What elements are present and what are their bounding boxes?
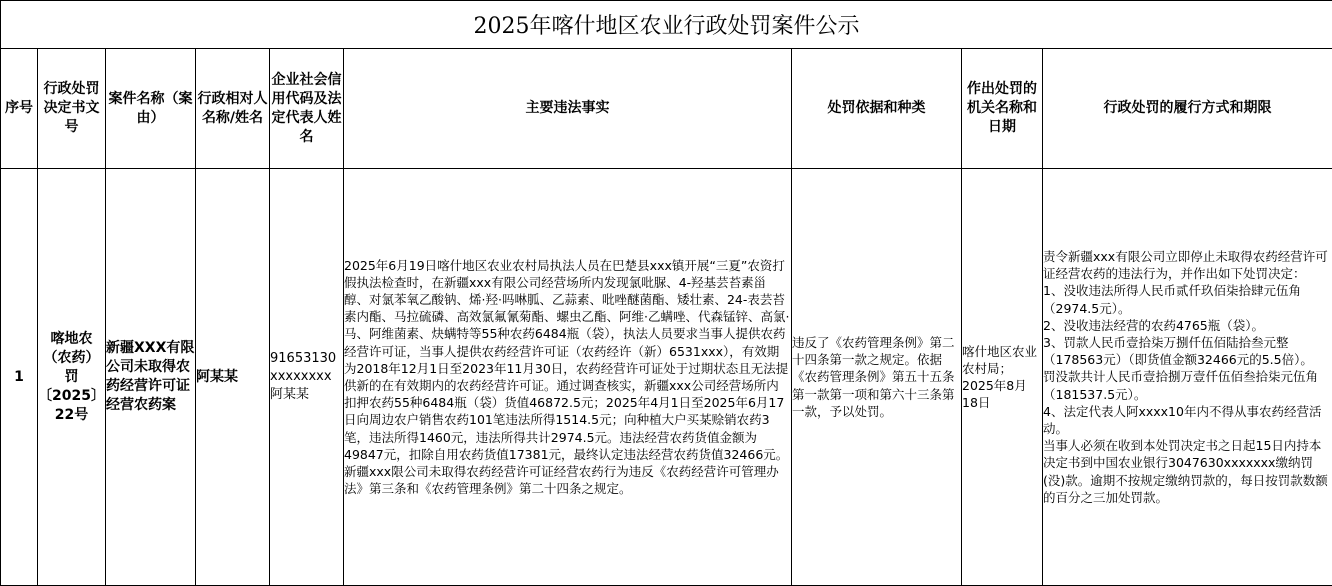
header-case-name: 案件名称（案由） — [106, 49, 196, 169]
cell-facts: 2025年6月19日喀什地区农业农村局执法人员在巴楚县xxx镇开展“三夏”农资打假执法检查时，在新疆xxx有限公司经营场所内发现氯吡脲、4-羟基芸苔素甾醇、对氯苯氧乙酸钠、烯·羟·吗啉胍、乙蒜素、吡唑醚菌酯、矮壮素、24-表芸苔素内酯、马拉硫磷、高效氯氟氰菊酯、螺虫乙酯、阿维·乙螨唑、代森锰锌、高氯·马、阿维菌素、炔螨特等55种农药6484瓶（袋），执法人员要求当事人提供农药经营许可证，当事人提供农药经营许可证（农药经许（新）6531xxx），有效期为2018年12月1日至2023年11月30日，农药经营许可证处于过期状态且无法提供新的在有效期内的农药经营许可证。通过调查核实，新疆xxx公司经营场所内扣押农药55种6484瓶（袋）货值46872.5元；2025年4月1日至2025年6月17日向周边农户销售农药101笔违法所得1514.5元；向种植大户买某赊销农药3笔，违法所得1460元，违法所得共计2974.5元。违法经营农药货值金额为49847元，扣除自用农药货值17381元，最终认定违法经营农药货值32466元。新疆xxx限公司未取得农药经营许可证经营农药行为违反《农药经营许可管理办法》第三条和《农药管理条例》第二十四条之规定。 — [344, 169, 792, 586]
cell-basis: 违反了《农药管理条例》第二十四条第一款之规定。依据《农药管理条例》第五十五条第一款第一项和第六十三条第一款，予以处罚。 — [792, 169, 962, 586]
header-seq: 序号 — [1, 49, 38, 169]
cell-performance: 责令新疆xxx有限公司立即停止未取得农药经营许可证经营农药的违法行为，并作出如下处罚决定： 1、没收违法所得人民币贰仟玖佰柒拾肆元伍角（2974.5元）。 2、没收违法经营的农药4765瓶（袋）。 3、罚款人民币壹拾柒万捌仟伍佰陆拾叁元整（178563元）（即货值金额32466元的5.5倍）。 罚没款共计人民币壹拾捌万壹仟伍佰叁拾柒元伍角（181537.5元）。 4、法定代表人阿xxxx10年内不得从事农药经营活动。 当事人必须在收到本处罚决定书之日起15日内持本决定书到中国农业银行3047630xxxxxxx缴纳罚(没)款。逾期不按规定缴纳罚款的，每日按罚款数额的百分之三加处罚款。 — [1043, 169, 1332, 586]
cell-credit-code: 91653130xxxxxxxx阿某某 — [270, 169, 344, 586]
title-row — [1, 1, 1332, 49]
header-authority: 作出处罚的机关名称和日期 — [962, 49, 1043, 169]
cell-party: 阿某某 — [196, 169, 270, 586]
cell-case-name: 新疆XXX有限公司未取得农药经营许可证经营农药案 — [106, 169, 196, 586]
header-basis: 处罚依据和种类 — [792, 49, 962, 169]
cell-decision-no: 喀地农（农药）罚〔2025〕22号 — [38, 169, 106, 586]
page-title: 2025年喀什地区农业行政处罚案件公示 — [1, 1, 1332, 49]
cell-seq: 1 — [1, 169, 38, 586]
cell-authority: 喀什地区农业农村局；2025年8月18日 — [962, 169, 1043, 586]
header-party: 行政相对人名称/姓名 — [196, 49, 270, 169]
header-credit-code: 企业社会信用代码及法定代表人姓名 — [270, 49, 344, 169]
table-row — [1, 169, 1332, 586]
header-decision-no: 行政处罚决定书文号 — [38, 49, 106, 169]
header-row — [1, 49, 1332, 169]
header-performance: 行政处罚的履行方式和期限 — [1043, 49, 1332, 169]
header-facts: 主要违法事实 — [344, 49, 792, 169]
